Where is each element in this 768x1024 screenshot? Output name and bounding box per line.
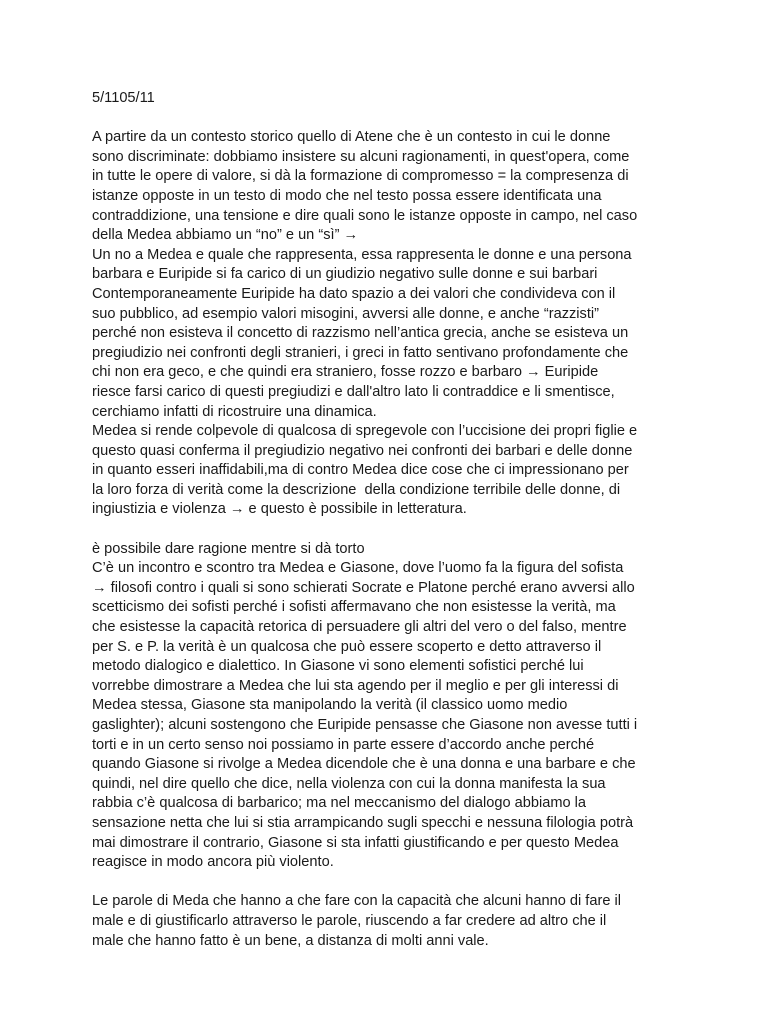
text-line: quando Giasone si rivolge a Medea dicendole che è una donna e una barbare e che — [92, 756, 636, 773]
text-line: rabbia c’è qualcosa di barbarico; ma nel meccanismo del dialogo abbiamo la — [92, 795, 587, 812]
paragraph-spacer — [92, 873, 678, 893]
text-line: della Medea abbiamo un “no” e un “sì” → — [92, 227, 359, 244]
text-line: Un no a Medea e quale che rappresenta, essa rappresenta le donne e una persona — [92, 246, 632, 263]
text-line: contraddizione, una tensione e dire quali sono le istanze opposte in campo, nel caso — [92, 207, 638, 224]
paragraph-spacer — [92, 520, 678, 540]
text-line: Contemporaneamente Euripide ha dato spazio a dei valori che condivideva con il — [92, 285, 616, 302]
text-line: sono discriminate: dobbiamo insistere su alcuni ragionamenti, in quest'opera, come — [92, 148, 630, 165]
text-line: pregiudizio nei confronti degli stranieri, i greci in fatto sentivano profondamente che — [92, 344, 629, 361]
text-line: gaslighter); alcuni sostengono che Euripide pensasse che Giasone non avesse tutti i — [92, 717, 638, 733]
text-line: in quanto esseri inaffidabili,ma di contro Medea dice cose che ci impressionano per — [92, 462, 629, 479]
text-line: istanze opposte in un testo di modo che nel testo possa essere identificata una — [92, 187, 602, 204]
text-line: Medea si rende colpevole di qualcosa di spregevole con l’uccisione dei propri figlie e — [92, 423, 638, 440]
text-line: perché non esisteva il concetto di razzismo nell’antica grecia, anche se esisteva un — [92, 325, 629, 342]
text-line: Le parole di Meda che hanno a che fare con la capacità che alcuni hanno di fare il — [92, 893, 621, 910]
paragraph — [92, 540, 678, 873]
text-line: → filosofi contro i quali si sono schierati Socrate e Platone perché erano avversi allo — [92, 579, 635, 596]
text-line: C’è un incontro e scontro tra Medea e Giasone, dove l’uomo fa la figura del sofista — [92, 560, 624, 577]
text-line: mai dimostrare il contrario, Giasone si sta infatti giustificando e per questo Medea — [92, 834, 619, 851]
text-line: scetticismo dei sofisti perché i sofisti affermavano che non esistesse la verità, ma — [92, 599, 616, 616]
text-line: quindi, nel dire quello che dice, nella violenza con cui la donna manifesta la sua — [92, 775, 606, 792]
document-body — [92, 89, 678, 951]
text-line: metodo dialogico e dialettico. In Giasone vi sono elementi sofistici perché lui — [92, 658, 584, 675]
document-date: 5/1105/11 — [92, 90, 155, 106]
text-line: in tutte le opere di valore, si dà la formazione di compromesso = la compresenza di — [92, 168, 629, 185]
paragraph — [92, 892, 678, 951]
text-line: che esistesse la capacità retorica di persuadere gli altri del vero o del falso, mentre — [92, 619, 627, 636]
text-line: A partire da un contesto storico quello di Atene che è un contesto in cui le donne — [92, 129, 611, 146]
text-line: questo quasi conferma il pregiudizio negativo nei confronti dei barbari e delle donne — [92, 442, 633, 459]
text-line: è possibile dare ragione mentre si dà torto — [92, 540, 365, 557]
text-line: la loro forza di verità come la descrizione della condizione terribile delle donne, di — [92, 481, 621, 498]
text-line: male e di giustificarlo attraverso le parole, riuscendo a far credere ad altro che il — [92, 912, 607, 929]
text-line: suo pubblico, ad esempio valori misogini, avversi alle donne, e anche “razzisti” — [92, 305, 599, 322]
text-line: male che hanno fatto è un bene, a distanza di molti anni vale. — [92, 932, 489, 949]
text-line: barbara e Euripide si fa carico di un giudizio negativo sulle donne e sui barbari — [92, 266, 598, 283]
text-line: riesce farsi carico di questi pregiudizi e dall'altro lato li contraddice e li smentisce, — [92, 383, 615, 400]
text-line: cerchiamo infatti di ricostruire una dinamica. — [92, 403, 377, 420]
text-line: vorrebbe dimostrare a Medea che lui sta agendo per il meglio e per gli interessi di — [92, 677, 619, 694]
text-line: per S. e P. la verità è un qualcosa che può essere scoperto e detto attraverso il — [92, 638, 602, 655]
paragraph — [92, 128, 678, 520]
text-line: reagisce in modo ancora più violento. — [92, 854, 334, 871]
text-line: chi non era geco, e che quindi era straniero, fosse rozzo e barbaro → Euripide — [92, 364, 599, 381]
text-line: ingiustizia e violenza → e questo è possibile in letteratura. — [92, 501, 467, 518]
text-line: Medea stessa, Giasone sta manipolando la verità (il classico uomo medio — [92, 697, 568, 714]
paragraph-spacer — [92, 109, 678, 129]
text-line: torti e in un certo senso noi possiamo in parte essere d’accordo anche perché — [92, 736, 595, 753]
text-line: sensazione netta che lui si stia arrampicando sugli specchi e nessuna filologia potrà — [92, 814, 634, 831]
